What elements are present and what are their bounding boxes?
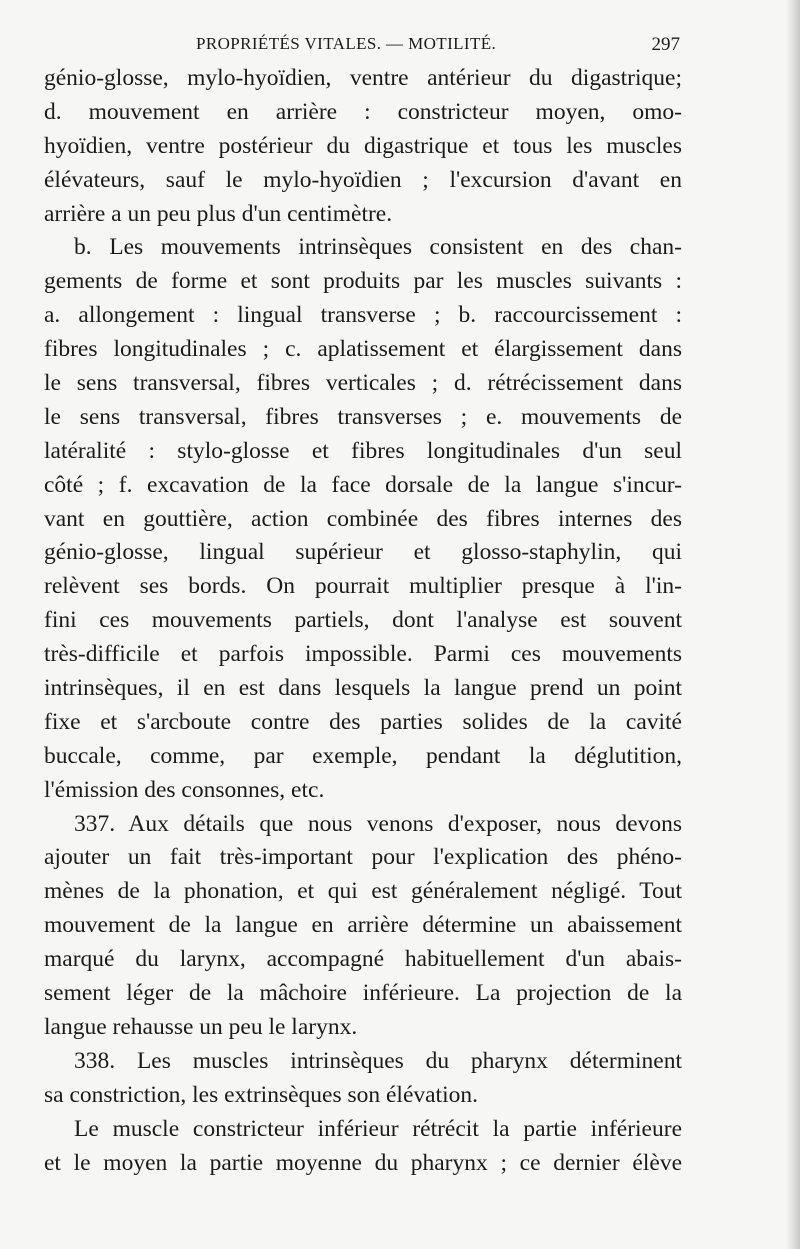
text-line: côté ; f. excavation de la face dorsale de la langue s'incur- <box>44 471 682 498</box>
text-line: Le muscle constricteur inférieur rétrécit la partie inférieure <box>74 1115 682 1142</box>
text-line: le sens transversal, fibres transverses ; e. mouvements de <box>44 403 682 430</box>
page-number: 297 <box>651 34 680 55</box>
text-line: mènes de la phonation, et qui est généralement négligé. Tout <box>44 878 682 905</box>
text-line: ajouter un fait très-important pour l'explication des phéno- <box>44 844 682 871</box>
text-line: b. Les mouvements intrinsèques consistent en des chan- <box>74 234 682 261</box>
text-line: génio-glosse, mylo-hyoïdien, ventre antérieur du digastrique; <box>44 65 682 91</box>
text-line: vant en gouttière, action combinée des fibres internes des <box>44 505 682 532</box>
text-line: a. allongement : lingual transverse ; b. raccourcissement : <box>44 302 682 329</box>
text-line: langue rehausse un peu le larynx. <box>44 1013 358 1040</box>
text-line: sement léger de la mâchoire inférieure. La projection de la <box>44 980 682 1007</box>
text-line: gements de forme et sont produits par les muscles suivants : <box>44 268 682 295</box>
text-line: hyoïdien, ventre postérieur du digastrique et tous les muscles <box>44 132 682 159</box>
text-line: 338. Les muscles intrinsèques du pharynx déterminent <box>74 1047 682 1074</box>
text-line: fixe et s'arcboute contre des parties solides de la cavité <box>44 708 682 735</box>
text-line: arrière a un peu plus d'un centimètre. <box>44 200 393 227</box>
text-line: relèvent ses bords. On pourrait multiplier presque à l'in- <box>44 573 682 600</box>
page-edge-shadow <box>786 0 800 1249</box>
text-line: d. mouvement en arrière : constricteur moyen, omo- <box>44 98 682 125</box>
text-line: génio-glosse, lingual supérieur et glosso-staphylin, qui <box>44 539 682 566</box>
text-line: latéralité : stylo-glosse et fibres longitudinales d'un seul <box>44 437 682 464</box>
text-line: buccale, comme, par exemple, pendant la déglutition, <box>44 742 682 769</box>
page-header <box>196 34 680 54</box>
text-line: et le moyen la partie moyenne du pharynx ; ce dernier élève <box>44 1149 682 1176</box>
text-line: le sens transversal, fibres verticales ; d. rétrécissement dans <box>44 370 682 397</box>
running-title: PROPRIÉTÉS VITALES. — MOTILITÉ. <box>196 34 497 53</box>
text-line: très-difficile et parfois impossible. Parmi ces mouvements <box>44 641 682 668</box>
text-line: fini ces mouvements partiels, dont l'analyse est souvent <box>44 607 682 634</box>
text-line: l'émission des consonnes, etc. <box>44 776 325 803</box>
text-line: élévateurs, sauf le mylo-hyoïdien ; l'excursion d'avant en <box>44 166 682 193</box>
text-line: 337. Aux détails que nous venons d'exposer, nous devons <box>74 810 682 837</box>
body-text <box>44 62 682 1180</box>
text-line: marqué du larynx, accompagné habituellement d'un abais- <box>44 946 682 973</box>
text-line: sa constriction, les extrinsèques son élévation. <box>44 1081 478 1108</box>
text-line: fibres longitudinales ; c. aplatissement et élargissement dans <box>44 336 682 363</box>
text-line: mouvement de la langue en arrière détermine un abaissement <box>44 912 682 939</box>
text-line: intrinsèques, il en est dans lesquels la langue prend un point <box>44 675 682 702</box>
